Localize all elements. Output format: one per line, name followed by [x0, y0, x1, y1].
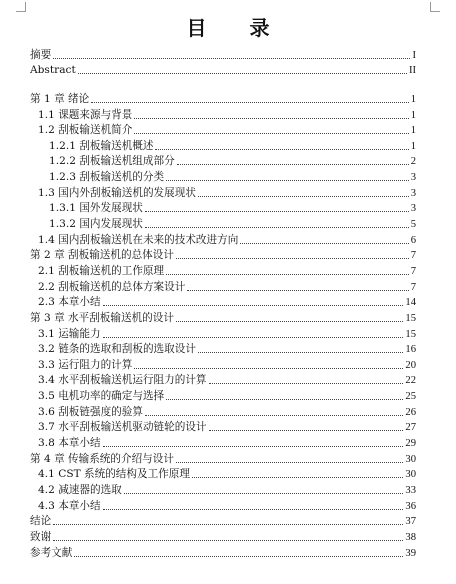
toc-entry-title: 3.2 链条的选取和刮板的选取设计 — [38, 343, 196, 356]
crop-mark-top-left — [16, 2, 26, 12]
toc-page-number: 3 — [410, 172, 416, 184]
toc-dot-leader — [53, 58, 410, 59]
toc-page-number: 30 — [405, 469, 416, 481]
toc-page-number: 33 — [405, 484, 416, 496]
toc-entry[interactable] — [30, 450, 416, 466]
toc-dot-leader — [53, 540, 403, 541]
toc-dot-leader — [166, 399, 403, 400]
toc-entry[interactable] — [30, 403, 416, 419]
toc-entry-title: 1.1 课题来源与背景 — [38, 108, 133, 121]
toc-entry-title: 3.5 电机功率的确定与选择 — [38, 390, 165, 403]
toc-entry-title: 2.1 刮板输送机的工作原理 — [38, 264, 165, 277]
toc-dot-leader — [91, 102, 408, 103]
table-of-contents — [30, 46, 416, 560]
toc-entry[interactable] — [30, 168, 416, 184]
toc-entry-title: 3.1 运输能力 — [38, 327, 101, 340]
toc-entry-title: 第 3 章 水平刮板输送机的设计 — [30, 311, 174, 324]
toc-entry-title: 1.2.2 刮板输送机组成部分 — [49, 155, 175, 168]
toc-dot-leader — [124, 493, 404, 494]
toc-entry[interactable] — [30, 46, 416, 62]
toc-entry[interactable] — [30, 106, 416, 122]
toc-entry[interactable] — [30, 513, 416, 529]
toc-entry[interactable] — [30, 231, 416, 247]
toc-entry-title: 摘要 — [30, 48, 52, 61]
toc-dot-leader — [145, 227, 409, 228]
toc-page-number: 7 — [410, 250, 416, 262]
toc-dot-leader — [134, 133, 408, 134]
toc-page-number: 15 — [405, 328, 416, 340]
page-title: 目 录 — [186, 16, 288, 40]
toc-dot-leader — [155, 149, 408, 150]
toc-page-number: 14 — [405, 297, 416, 309]
toc-page-number: 1 — [410, 125, 416, 137]
toc-entry[interactable] — [30, 122, 416, 138]
toc-entry[interactable] — [30, 247, 416, 263]
toc-entry-title: 4.1 CST 系统的结构及工作原理 — [38, 468, 190, 481]
toc-entry[interactable] — [30, 215, 416, 231]
toc-dot-leader — [53, 524, 403, 525]
toc-dot-leader — [209, 383, 404, 384]
toc-dot-leader — [74, 556, 403, 557]
toc-entry[interactable] — [30, 90, 416, 106]
toc-page-number: 7 — [410, 265, 416, 277]
toc-entry-title: 2.2 刮板输送机的总体方案设计 — [38, 280, 186, 293]
toc-entry[interactable] — [30, 481, 416, 497]
toc-entry[interactable] — [30, 356, 416, 372]
toc-dot-leader — [103, 446, 404, 447]
toc-page-number: 27 — [405, 422, 416, 434]
toc-dot-leader — [240, 243, 408, 244]
toc-dot-leader — [78, 73, 407, 74]
crop-mark-top-right — [430, 2, 440, 12]
toc-entry-title: 1.2.3 刮板输送机的分类 — [49, 171, 165, 184]
toc-entry[interactable] — [30, 200, 416, 216]
toc-dot-leader — [209, 430, 404, 431]
toc-entry-title: 1.2.1 刮板输送机概述 — [49, 139, 154, 152]
toc-dot-leader — [103, 509, 404, 510]
toc-entry-title: 1.3 国内外刮板输送机的发展现状 — [38, 186, 196, 199]
toc-entry-title: 3.8 本章小结 — [38, 437, 101, 450]
toc-dot-leader — [134, 118, 408, 119]
toc-entry[interactable] — [30, 62, 416, 78]
toc-dot-leader — [166, 180, 409, 181]
toc-entry-title: 3.6 刮板链强度的验算 — [38, 405, 143, 418]
toc-page-number: 38 — [405, 531, 416, 543]
toc-page-number: 2 — [410, 156, 416, 168]
toc-page-number: 37 — [405, 516, 416, 528]
toc-dot-leader — [198, 196, 409, 197]
toc-entry[interactable] — [30, 419, 416, 435]
toc-page-number: 6 — [410, 234, 416, 246]
toc-entry[interactable] — [30, 497, 416, 513]
toc-entry[interactable] — [30, 544, 416, 560]
toc-entry-title: 3.7 水平刮板输送机驱动链轮的设计 — [38, 421, 207, 434]
toc-page-number: 1 — [410, 93, 416, 105]
toc-dot-leader — [192, 477, 403, 478]
toc-entry-title: 2.3 本章小结 — [38, 296, 101, 309]
toc-page-number: 25 — [405, 391, 416, 403]
toc-entry-title: 1.3.1 国外发展现状 — [49, 202, 143, 215]
toc-page-number: 15 — [405, 312, 416, 324]
toc-entry[interactable] — [30, 137, 416, 153]
toc-dot-leader — [176, 321, 403, 322]
toc-entry-title: 1.4 国内刮板输送机在未来的技术改进方向 — [38, 233, 239, 246]
toc-page-number: 20 — [405, 359, 416, 371]
toc-entry[interactable] — [30, 278, 416, 294]
toc-page-number: 3 — [410, 203, 416, 215]
toc-entry[interactable] — [30, 528, 416, 544]
toc-page-number: 29 — [405, 438, 416, 450]
toc-page-number: I — [412, 49, 416, 61]
toc-entry-title: 3.3 运行阻力的计算 — [38, 358, 133, 371]
toc-page-number: 7 — [410, 281, 416, 293]
toc-dot-leader — [103, 337, 404, 338]
toc-entry[interactable] — [30, 184, 416, 200]
toc-entry[interactable] — [30, 153, 416, 169]
toc-dot-leader — [176, 258, 409, 259]
toc-entry[interactable] — [30, 262, 416, 278]
toc-page-number: 3 — [410, 187, 416, 199]
toc-page-number: 39 — [405, 547, 416, 559]
toc-entry-title: 致谢 — [30, 530, 52, 543]
toc-dot-leader — [134, 368, 403, 369]
toc-entry-title: 1.3.2 国内发展现状 — [49, 218, 143, 231]
toc-entry-title: 参考文献 — [30, 546, 73, 559]
toc-entry-title: 第 4 章 传输系统的介绍与设计 — [30, 452, 174, 465]
toc-entry[interactable] — [30, 434, 416, 450]
toc-dot-leader — [176, 462, 403, 463]
toc-entry-title: Abstract — [30, 64, 76, 77]
toc-entry-title: 第 1 章 绪论 — [30, 92, 90, 105]
toc-entry[interactable] — [30, 309, 416, 325]
toc-entry[interactable] — [30, 372, 416, 388]
toc-entry-title: 第 2 章 刮板输送机的总体设计 — [30, 249, 174, 262]
toc-page-number: II — [408, 65, 416, 77]
toc-entry[interactable] — [30, 341, 416, 357]
toc-entry-title: 3.4 水平刮板输送机运行阻力的计算 — [38, 374, 207, 387]
toc-entry-title: 结论 — [30, 515, 52, 528]
toc-page-number: 22 — [405, 375, 416, 387]
toc-dot-leader — [166, 274, 409, 275]
toc-entry[interactable] — [30, 294, 416, 310]
toc-entry-title: 4.2 减速器的选取 — [38, 483, 122, 496]
toc-dot-leader — [145, 211, 409, 212]
toc-page-number: 5 — [410, 219, 416, 231]
toc-dot-leader — [177, 164, 409, 165]
toc-entry-title: 4.3 本章小结 — [38, 499, 101, 512]
toc-entry[interactable] — [30, 387, 416, 403]
toc-dot-leader — [198, 352, 403, 353]
toc-page-number: 1 — [410, 140, 416, 152]
toc-entry-title: 1.2 刮板输送机简介 — [38, 124, 133, 137]
toc-spacer — [30, 77, 416, 90]
toc-entry[interactable] — [30, 466, 416, 482]
toc-dot-leader — [103, 305, 404, 306]
toc-page-number: 1 — [410, 109, 416, 121]
toc-page-number: 16 — [405, 344, 416, 356]
toc-entry[interactable] — [30, 325, 416, 341]
toc-dot-leader — [145, 415, 403, 416]
toc-page-number: 36 — [405, 500, 416, 512]
toc-page-number: 26 — [405, 406, 416, 418]
toc-dot-leader — [187, 290, 408, 291]
toc-page-number: 30 — [405, 453, 416, 465]
